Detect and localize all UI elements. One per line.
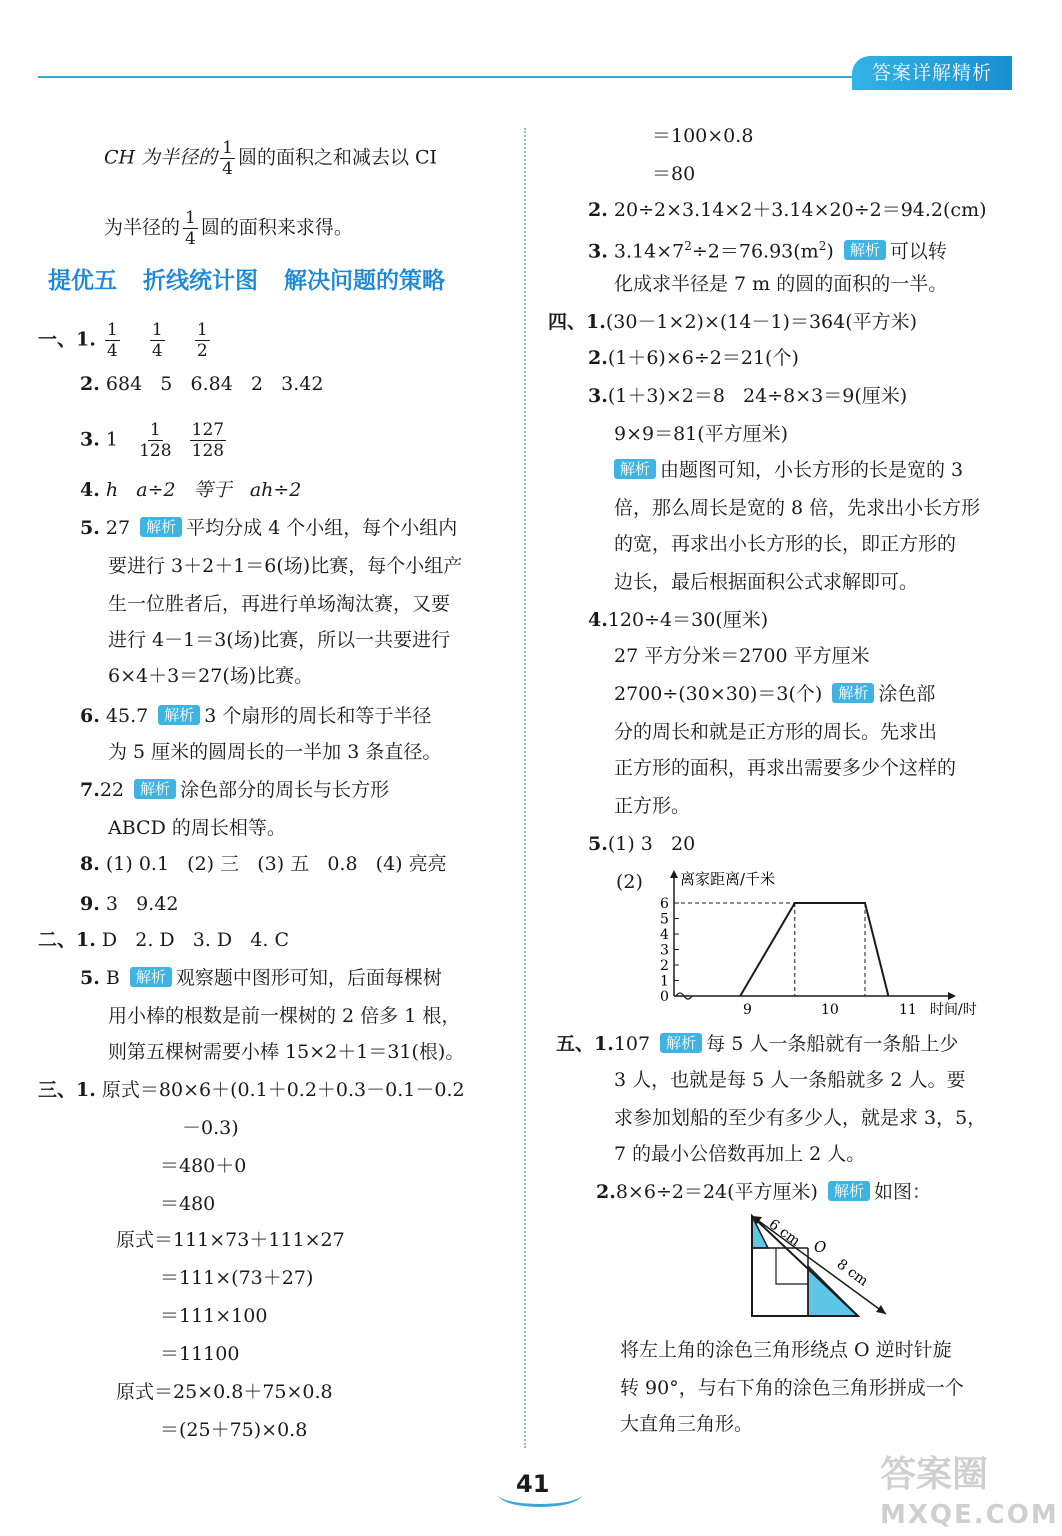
text-line: 要进行 3＋2＋1＝6(场)比赛，每个小组产 <box>108 555 463 577</box>
x-axis-label: 时间/时 <box>930 1002 977 1018</box>
answer-1-2: 2. 684 5 6.84 2 3.42 <box>80 373 324 395</box>
analysis-badge: 解析 <box>158 705 200 725</box>
text-line: 的宽，再求出小长方形的长，即正方形的 <box>614 533 957 555</box>
answer-1-4: 4. h a÷2 等于 ah÷2 <box>80 479 302 501</box>
text-line: 则第五棵树需要小棒 15×2＋1＝31(根)。 <box>108 1041 465 1063</box>
calc-line: 9×9＝81(平方厘米) <box>614 423 789 445</box>
calc-line: 2700÷(30×30)＝3(个) 解析 涂色部 <box>614 683 936 705</box>
calc-line: ＝480＋0 <box>160 1155 247 1177</box>
text-line: 大直角三角形。 <box>620 1413 754 1435</box>
analysis-badge: 解析 <box>614 459 656 479</box>
answer-1-9: 9. 3 9.42 <box>80 893 179 915</box>
analysis-badge: 解析 <box>134 779 176 799</box>
text-line: 化成求半径是 7 m 的圆的面积的一半。 <box>614 273 948 295</box>
calc-line: －0.3) <box>182 1117 239 1139</box>
calc-line: ＝480 <box>160 1193 216 1215</box>
answer-4-3: 3.(1＋3)×2＝8 24÷8×3＝9(厘米) <box>588 385 908 407</box>
chart-layer <box>660 870 977 1018</box>
text-line: 转 90°，与右下角的涂色三角形拼成一个 <box>620 1377 964 1399</box>
answer-1-8: 8. (1) 0.1 (2) 三 (3) 五 0.8 (4) 亮亮 <box>80 853 447 875</box>
calc-line: 原式＝25×0.8＋75×0.8 <box>116 1381 333 1403</box>
answer-1-1: 一、1. $\frac{1}{4}$ $\frac{1}{4}$ $\frac{1}{2}$ <box>38 320 208 361</box>
y-tick-label: 0 <box>660 989 669 1005</box>
calc-line: ＝80 <box>652 163 696 185</box>
answer-1-3: 3. 1 $\frac{1}{128}$ $\frac{127}{128}$ <box>80 420 225 461</box>
y-tick-label: 1 <box>660 973 669 990</box>
header-rule <box>38 76 856 78</box>
text-line: 倍，那么周长是宽的 8 倍，先求出小长方形 <box>614 497 981 519</box>
text-line: 正方形的面积，再求出需要多少个这样的 <box>614 757 957 779</box>
label-8cm: 8 cm <box>833 1256 871 1290</box>
y-tick-label: 2 <box>660 958 669 974</box>
section-title: 提优五 折线统计图 解决问题的策略 <box>48 268 445 294</box>
text-line: 生一位胜者后，再进行单场淘汰赛，又要 <box>108 593 451 615</box>
calc-line: ＝100×0.8 <box>652 125 754 147</box>
text-line: ABCD 的周长相等。 <box>108 817 286 839</box>
text-line: 正方形。 <box>614 795 691 817</box>
fraction: $\frac{1}{4}$ <box>185 208 196 249</box>
calc-line: 原式＝111×73＋111×27 <box>116 1229 345 1251</box>
page-number: 41 <box>516 1470 550 1498</box>
intro-line-2: 为半径的 $\frac{1}{4}$ 圆的面积来求得。 <box>104 208 353 249</box>
calc-line: ＝11100 <box>160 1343 240 1365</box>
x-tick-label: 11 <box>899 1002 917 1018</box>
y-tick-label: 5 <box>660 911 669 928</box>
x-tick-label: 10 <box>821 1002 839 1018</box>
calc-line: 27 平方分米＝2700 平方厘米 <box>614 645 870 667</box>
calc-line: ＝(25＋75)×0.8 <box>160 1419 308 1441</box>
y-tick-label: 6 <box>660 896 669 912</box>
triangle-figure <box>738 1204 898 1324</box>
analysis-badge: 解析 <box>140 517 182 537</box>
y-axis-arrow <box>670 870 678 878</box>
answer-1-7: 7.22 解析 涂色部分的周长与长方形 <box>80 779 390 801</box>
calc-line: ＝111×100 <box>160 1305 268 1327</box>
analysis-badge: 解析 <box>828 1181 870 1201</box>
arrow-head <box>876 1305 886 1314</box>
text-line: 为 5 厘米的圆周长的一半加 3 条直径。 <box>108 741 442 763</box>
analysis-badge: 解析 <box>832 683 874 703</box>
answer-3-3: 3. $3.14\times 7^2\div 2=76.93(m^2)$ 解析 可以转 <box>588 239 947 263</box>
answer-5-2: 2.8×6÷2＝24(平方厘米) 解析 如图： <box>596 1181 932 1203</box>
y-tick-label: 3 <box>660 942 669 959</box>
y-axis-label: 离家距离/千米 <box>680 870 776 888</box>
answer-3-2: 2. 20÷2×3.14×2＋3.14×20÷2＝94.2(cm) <box>588 199 987 221</box>
answer-5-1: 五、1.107 解析 每 5 人一条船就有一条船上少 <box>556 1033 959 1055</box>
label-o: O <box>814 1238 827 1256</box>
answer-3-1: 三、1. 原式＝80×6＋(0.1＋0.2＋0.3－0.1－0.2 <box>38 1079 465 1101</box>
answer-1-5: 5. 27 解析 平均分成 4 个小组，每个小组内 <box>80 517 458 539</box>
answer-4-1: 四、1.(30－1×2)×(14－1)＝364(平方米) <box>548 311 918 333</box>
text-line: 进行 4－1＝3(场)比赛，所以一共要进行 <box>108 629 451 651</box>
calc-line: ＝111×(73＋27) <box>160 1267 314 1289</box>
text-line: 用小棒的根数是前一棵树的 2 倍多 1 根， <box>108 1005 461 1027</box>
text-line: 将左上角的涂色三角形绕点 O 逆时针旋 <box>620 1339 952 1361</box>
intro-line-1: CH 为半径的 $\frac{1}{4}$ 圆的面积之和减去以 CI <box>104 138 438 179</box>
label-6cm: 6 cm <box>765 1216 803 1250</box>
answer-4-4: 4.120÷4＝30(厘米) <box>588 609 769 631</box>
y-tick-label: 4 <box>660 927 669 943</box>
text-line: 解析 由题图可知，小长方形的长是宽的 3 <box>610 458 963 482</box>
text-line: 6×4＋3＝27(场)比赛。 <box>108 665 314 687</box>
answer-4-2: 2.(1＋6)×6÷2＝21(个) <box>588 347 799 369</box>
column-divider <box>524 128 526 1448</box>
fraction: $\frac{1}{4}$ <box>222 138 233 179</box>
analysis-badge: 解析 <box>660 1033 702 1053</box>
analysis-badge: 解析 <box>844 240 886 260</box>
text-line: 7 的最小公倍数再加上 2 人。 <box>614 1143 866 1165</box>
x-tick-label: 9 <box>743 1002 752 1018</box>
analysis-badge: 解析 <box>130 967 172 987</box>
distance-time-chart <box>648 866 1008 1018</box>
text-line: 分的周长和就是正方形的周长。先求出 <box>614 721 938 743</box>
text-line: 边长，最后根据面积公式求解即可。 <box>614 571 919 593</box>
answer-2-1: 二、1. D 2. D 3. D 4. C <box>38 929 289 951</box>
answer-1-6: 6. 45.7 解析 3 个扇形的周长和等于半径 <box>80 705 432 727</box>
x-axis-arrow <box>948 992 956 1000</box>
answer-2-5: 5. B 解析 观察题中图形可知，后面每棵树 <box>80 967 442 989</box>
text-line: 求参加划船的至少有多少人，就是求 3，5， <box>614 1107 987 1129</box>
answer-4-5: 5.(1) 3 20 <box>588 833 696 855</box>
sub-label: (2) <box>616 871 643 893</box>
series-line <box>740 903 888 996</box>
shaded-triangle-top <box>752 1216 768 1248</box>
text-line: 3 人，也就是每 5 人一条船就多 2 人。要 <box>614 1069 966 1091</box>
header-tag: 答案详解精析 <box>852 56 1012 90</box>
watermark: 答案圈 MXQE.COM <box>880 1454 1059 1530</box>
